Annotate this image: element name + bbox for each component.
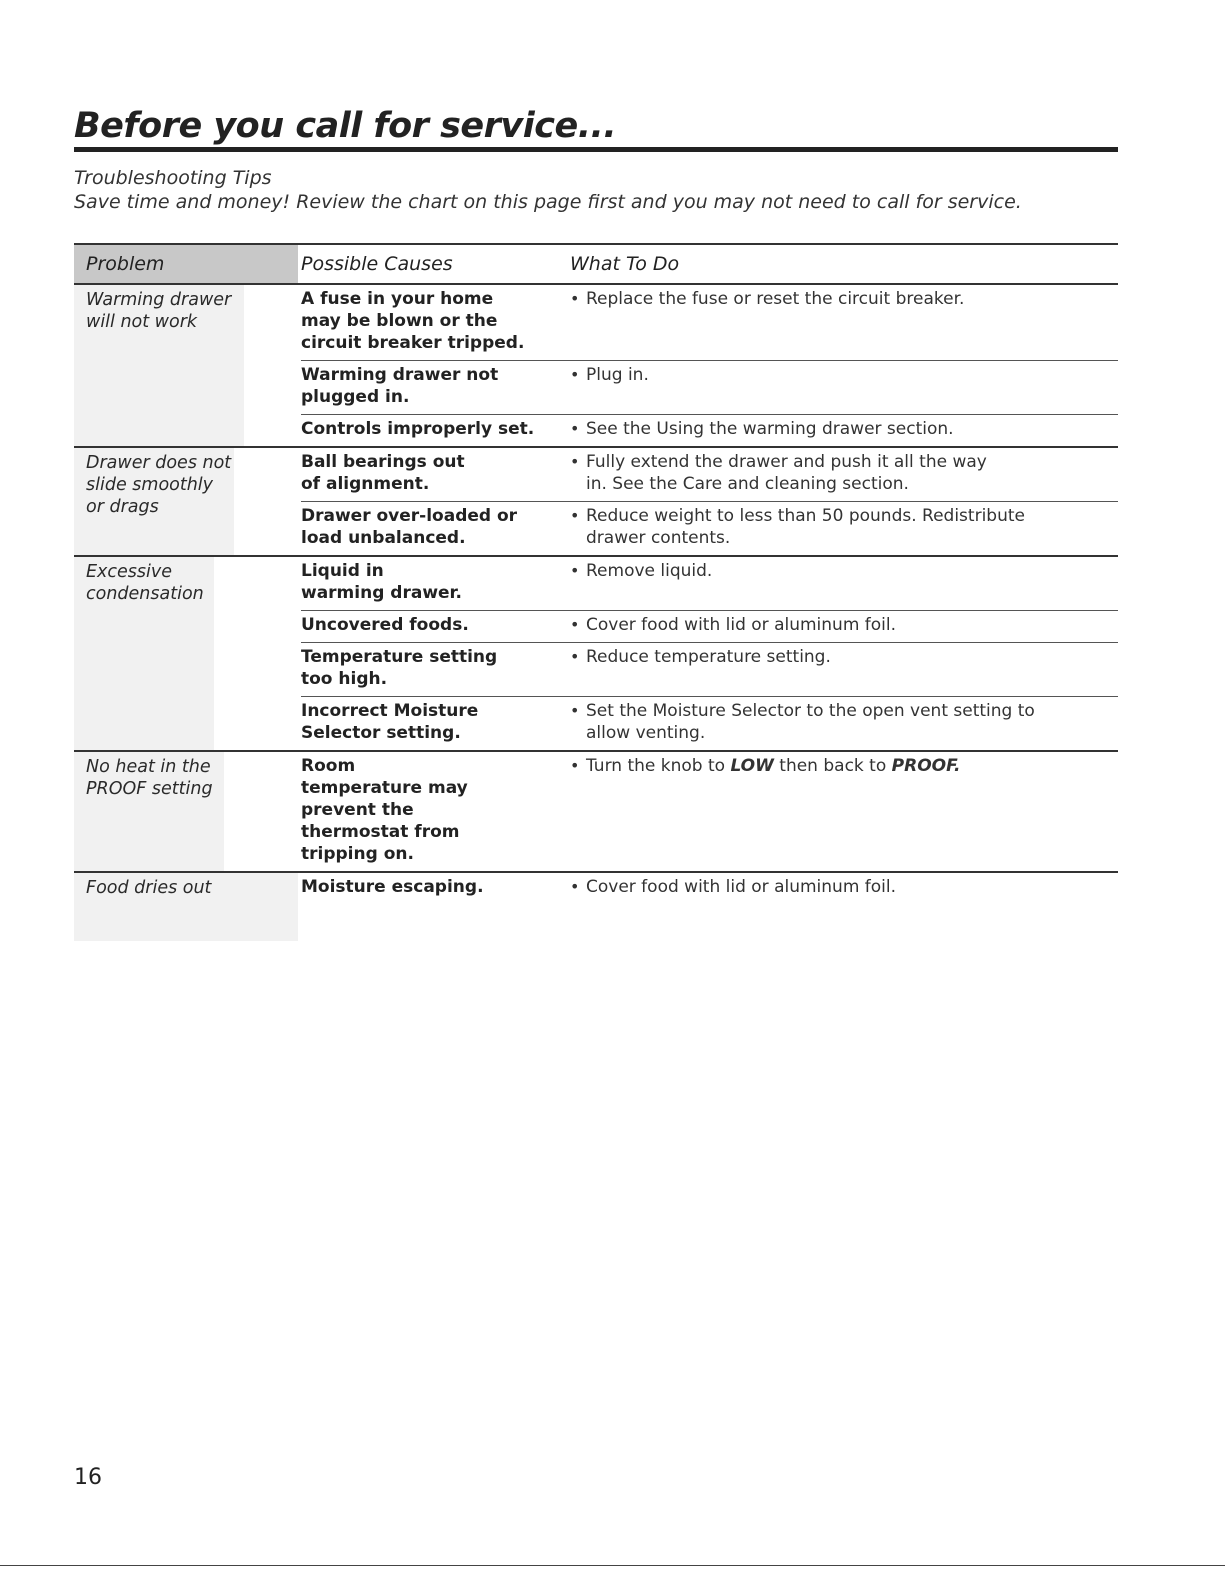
table-row xyxy=(301,611,1118,643)
cause-text: Ball bearings out of alignment. xyxy=(301,452,465,494)
cause-text: Room temperature may prevent the thermostat from tripping on. xyxy=(301,756,468,864)
subtitle-line-1: Troubleshooting Tips xyxy=(74,167,272,189)
problem-group xyxy=(74,752,1118,873)
todo-text: • Plug in. xyxy=(570,364,1118,408)
todo-text: • Fully extend the drawer and push it all the way in. See the Care and cleaning section. xyxy=(570,451,1006,495)
page-number: 16 xyxy=(74,1465,102,1490)
cause-text: Drawer over-loaded or load unbalanced. xyxy=(301,506,518,548)
header-possible-causes: Possible Causes xyxy=(301,253,453,275)
cause-text: Warming drawer not plugged in. xyxy=(301,365,499,407)
proof-setting: PROOF. xyxy=(891,756,961,776)
table-header xyxy=(74,243,1118,285)
todo-text xyxy=(570,755,1118,865)
table-row xyxy=(301,361,1118,415)
todo-prefix: Turn the knob to xyxy=(586,756,731,776)
todo-text: • See the Using the warming drawer section. xyxy=(570,418,1118,440)
cause-text: Liquid in warming drawer. xyxy=(301,561,462,603)
todo-text: • Set the Moisture Selector to the open vent setting to allow venting. xyxy=(570,700,1046,744)
table-row xyxy=(301,873,1118,904)
problem-label: Excessive condensation xyxy=(74,557,214,750)
problem-group xyxy=(74,873,1118,941)
header-what-to-do: What To Do xyxy=(570,253,680,275)
title-rule xyxy=(74,147,1118,152)
table-row xyxy=(301,448,1118,502)
table-row xyxy=(301,285,1118,361)
problem-group xyxy=(74,448,1118,557)
todo-text: • Replace the fuse or reset the circuit breaker. xyxy=(570,288,1118,354)
problem-label: No heat in the PROOF setting xyxy=(74,752,224,871)
todo-text: • Reduce temperature setting. xyxy=(570,646,1118,690)
cause-text: A fuse in your home may be blown or the circuit breaker tripped. xyxy=(301,289,525,353)
todo-text: • Reduce weight to less than 50 pounds. Redistribute drawer contents. xyxy=(570,505,1026,549)
table-row xyxy=(301,752,1118,871)
problem-label: Drawer does not slide smoothly or drags xyxy=(74,448,234,555)
troubleshooting-table xyxy=(74,243,1118,941)
problem-label: Food dries out xyxy=(74,873,298,941)
cause-text: Controls improperly set. xyxy=(301,419,535,439)
cause-text: Uncovered foods. xyxy=(301,615,469,635)
subtitle-line-2: Save time and money! Review the chart on this page first and you may not need to call for service. xyxy=(74,191,1022,213)
todo-text: • Remove liquid. xyxy=(570,560,1118,604)
subtitle xyxy=(74,166,1022,214)
cause-text: Moisture escaping. xyxy=(301,877,484,897)
table-row xyxy=(301,643,1118,697)
todo-text: • Cover food with lid or aluminum foil. xyxy=(570,614,1118,636)
problem-group xyxy=(74,285,1118,448)
table-row xyxy=(301,415,1118,446)
todo-mid: then back to xyxy=(773,756,892,776)
page-title: Before you call for service... xyxy=(74,106,617,146)
bottom-rule xyxy=(0,1565,1225,1566)
low-setting: LOW xyxy=(730,756,774,776)
table-row xyxy=(301,502,1118,555)
table-row xyxy=(301,557,1118,611)
table-row xyxy=(301,697,1118,750)
cause-text: Incorrect Moisture Selector setting. xyxy=(301,701,479,743)
todo-text: • Cover food with lid or aluminum foil. xyxy=(570,876,1118,898)
problem-group xyxy=(74,557,1118,752)
problem-label: Warming drawer will not work xyxy=(74,285,244,446)
cause-text: Temperature setting too high. xyxy=(301,647,498,689)
header-problem: Problem xyxy=(74,245,298,283)
